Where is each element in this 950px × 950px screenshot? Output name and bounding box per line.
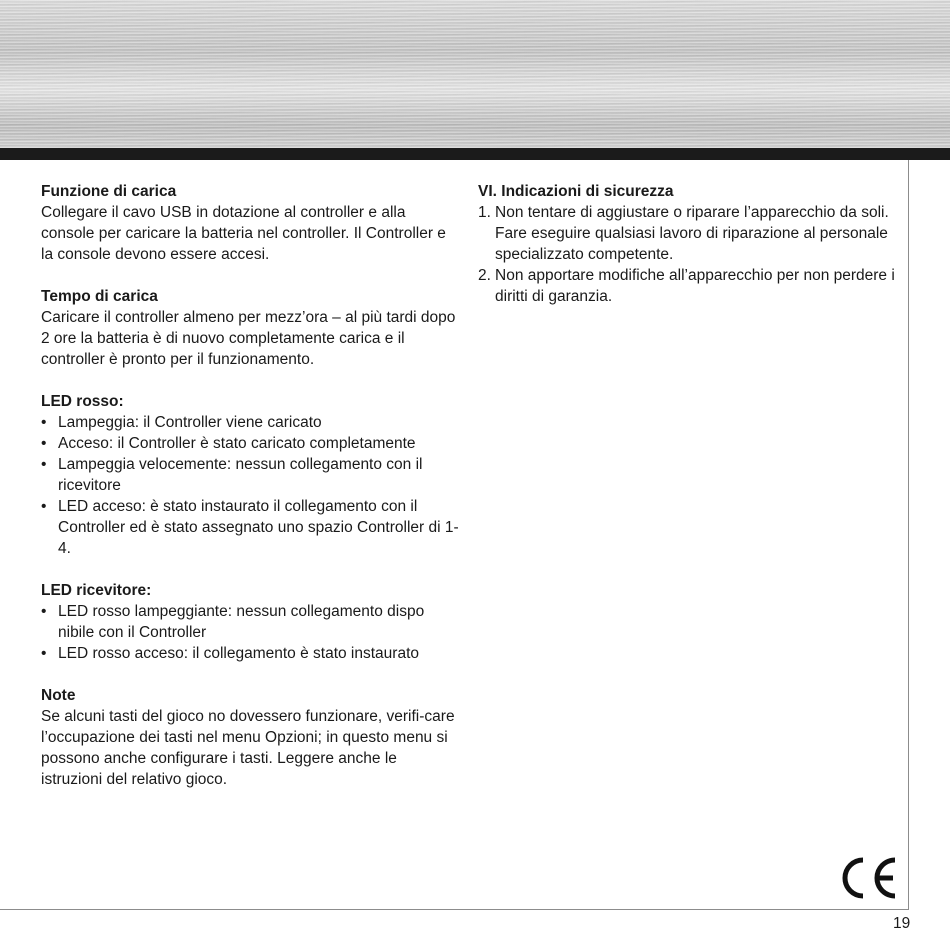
list-item: • Lampeggia velocemente: nessun collegamento con il ricevitore (41, 454, 461, 496)
bullet-list (41, 412, 461, 559)
list-item: • Lampeggia: il Controller viene caricato (41, 412, 461, 433)
page-number: 19 (893, 915, 911, 932)
item-number: 2. (478, 267, 491, 284)
list-item: • LED rosso lampeggiante: nessun collegamento dispo nibile con il Controller (41, 601, 461, 643)
item-number: 1. (478, 204, 491, 221)
safety-heading: VI. Indicazioni di sicurezza (478, 183, 674, 200)
numbered-item (478, 265, 898, 307)
section-heading: Funzione di carica (41, 183, 177, 200)
item-text: Non apportare modifiche all’apparecchio per non perdere i diritti di garanzia. (495, 267, 895, 305)
bullet-list (41, 601, 461, 664)
list-item: • LED rosso acceso: il collegamento è stato instaurato (41, 643, 461, 664)
list-item: • LED acceso: è stato instaurato il collegamento con il Controller ed è stato assegnato uno spazio Controller di 1-4. (41, 496, 461, 559)
numbered-list (478, 202, 898, 307)
section-note (41, 685, 461, 790)
right-column (478, 181, 898, 307)
section-heading: LED ricevitore: (41, 582, 152, 599)
page-bottom-rule (0, 909, 909, 910)
section-red-led (41, 391, 461, 559)
page-right-rule (908, 160, 909, 910)
ce-mark-icon (835, 856, 899, 900)
item-text: Non tentare di aggiustare o riparare l’apparecchio da soli. Fare eseguire qualsiasi lavoro di riparazione al personale specializzato competente. (495, 204, 889, 263)
header-brushed-metal-band (0, 0, 950, 148)
section-charging-time (41, 286, 461, 370)
section-receiver-led (41, 580, 461, 664)
section-charging-function (41, 181, 461, 265)
section-paragraph: Caricare il controller almeno per mezz’ora – al più tardi dopo 2 ore la batteria è di nuovo completamente carica e il controller è pronto per il funzionamento. (41, 309, 456, 368)
section-heading: Note (41, 687, 76, 704)
section-heading: LED rosso: (41, 393, 124, 410)
left-column (41, 181, 461, 811)
numbered-item (478, 202, 898, 265)
section-paragraph: Se alcuni tasti del gioco no dovessero funzionare, verifi-care l’occupazione dei tasti nel menu Opzioni; in questo menu si possono anche configurare i tasti. Leggere anche le istruzioni del relativo gioco. (41, 708, 455, 788)
section-heading: Tempo di carica (41, 288, 158, 305)
header-dark-bar (0, 148, 950, 160)
list-item: • Acceso: il Controller è stato caricato completamente (41, 433, 461, 454)
section-paragraph: Collegare il cavo USB in dotazione al controller e alla console per caricare la batteria nel controller. Il Controller e la console devono essere accesi. (41, 204, 446, 263)
